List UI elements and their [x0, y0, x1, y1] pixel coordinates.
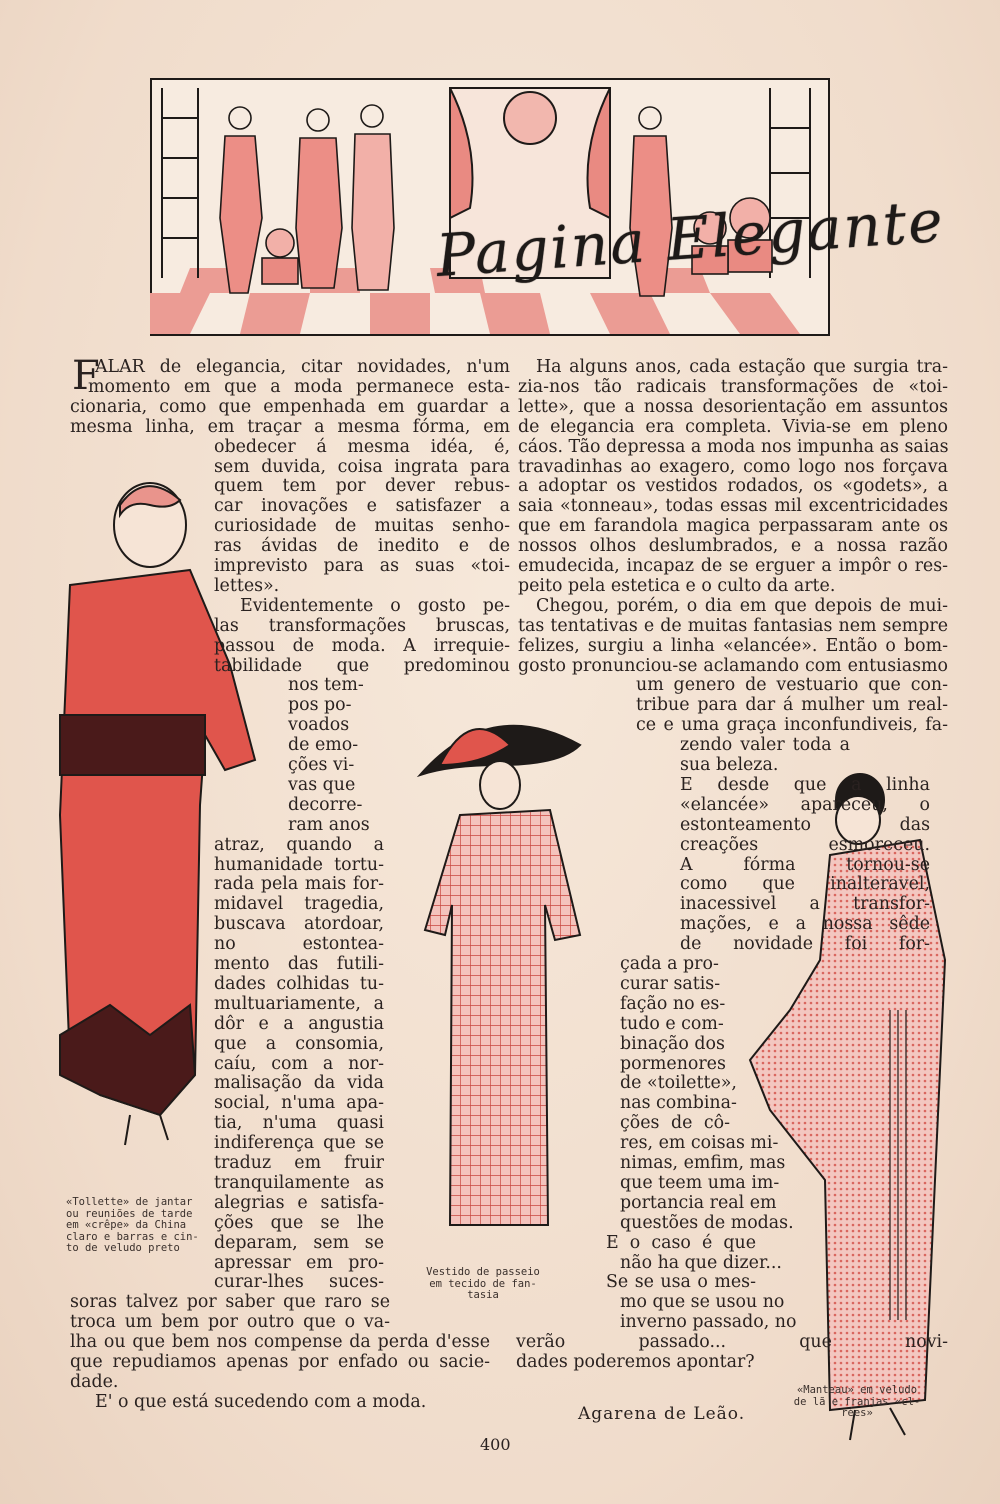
page-title: Pagina Elegante: [434, 186, 947, 290]
article-line: sem duvida, coisa ingrata para: [214, 457, 510, 477]
article-line: çada a pro-: [620, 954, 719, 974]
article-line: E desde que a linha: [680, 775, 930, 795]
article-line: Ha alguns anos, cada estação que surgia tra-: [536, 357, 948, 377]
article-line: decorre-: [288, 795, 363, 815]
article-line: estonteamento das: [680, 815, 930, 835]
article-line: indiferença que se: [214, 1133, 384, 1153]
drop-cap: F: [72, 353, 100, 399]
article-line: atraz, quando a: [214, 835, 384, 855]
article-line: pos po-: [288, 695, 352, 715]
article-line: obedecer á mesma idéa, é,: [214, 437, 510, 457]
article-line: «elancée» apareceu, o: [680, 795, 930, 815]
article-line: que em farandola magica perpassaram ante os: [518, 516, 948, 536]
article-line: social, n'uma apa-: [214, 1093, 384, 1113]
article-line: buscava atordoar,: [214, 914, 384, 934]
article-line: como que inalteravel,: [680, 874, 930, 894]
article-line: zendo valer toda a: [680, 735, 850, 755]
article-line: questões de modas.: [620, 1213, 794, 1233]
article-line: Evidentemente o gosto pe-: [240, 596, 510, 616]
article-line: malisação da vida: [214, 1073, 384, 1093]
article-line: multuariamente, a: [214, 994, 384, 1014]
article-line: tribue para dar á mulher um real-: [636, 695, 948, 715]
article-line: tas tentativas e de muitas fantasias nem sempre: [518, 616, 948, 636]
article-line: no estontea-: [214, 934, 384, 954]
article-line: portancia real em: [620, 1193, 777, 1213]
article-line: troca um bem por outro que o va-: [70, 1312, 390, 1332]
article-line: tabilidade que predominou: [214, 656, 510, 676]
article-line: curar-lhes suces-: [214, 1272, 384, 1292]
article-line: dades poderemos apontar?: [516, 1352, 755, 1372]
article-line: nas combina-: [620, 1093, 737, 1113]
article-line: tia, n'uma quasi: [214, 1113, 384, 1133]
article-line: mento das futili-: [214, 954, 384, 974]
article-line: nimas, emfim, mas: [620, 1153, 786, 1173]
caption-right: «Manteau» em veludo de lã e franjas «cl- rées»: [793, 1384, 921, 1419]
article-line: pormenores: [620, 1054, 726, 1074]
article-line: apressar em pro-: [214, 1253, 384, 1273]
article-line: ram anos: [288, 815, 370, 835]
article-line: alegrias e satisfa-: [214, 1193, 384, 1213]
article-line: deparam, sem se: [214, 1233, 384, 1253]
article-line: las transformações bruscas,: [214, 616, 510, 636]
article-line: nossos olhos deslumbrados, e a nossa razão: [518, 536, 948, 556]
article-line: de elegancia era completa. Vivia-se em pleno: [518, 417, 948, 437]
article-line: verão passado... que novi-: [516, 1332, 948, 1352]
article-line: lha ou que bem nos compense da perda d'esse: [70, 1332, 490, 1352]
article-line: vas que: [288, 775, 356, 795]
article-line: res, em coisas mi-: [620, 1133, 779, 1153]
article-line: momento em que a moda permanece esta-: [88, 377, 510, 397]
article-line: curiosidade de muitas senho-: [214, 516, 510, 536]
article-line: peito pela estetica e o culto da arte.: [518, 576, 836, 596]
article-line: ALAR de elegancia, citar novidades, n'um: [95, 357, 510, 377]
article-line: Se se usa o mes-: [606, 1272, 756, 1292]
article-line: ce e uma graça inconfundiveis, fa-: [636, 715, 948, 735]
article-line: de emo-: [288, 735, 359, 755]
article-line: mo que se usou no: [620, 1292, 785, 1312]
article-line: travadinhas ao exagero, como logo nos forçava: [518, 457, 948, 477]
caption-middle: Vestido de passeio em tecido de fan- tasia: [426, 1266, 540, 1301]
article-line: curar satis-: [620, 974, 721, 994]
author-signature: Agarena de Leão.: [578, 1404, 746, 1424]
article-line: mesma linha, em traçar a mesma fórma, em: [70, 417, 510, 437]
article-line: ções de cô-: [620, 1113, 730, 1133]
article-line: inverno passado, no: [620, 1312, 797, 1332]
article-line: dôr e a angustia: [214, 1014, 384, 1034]
article-line: imprevisto para as suas «toi-: [214, 556, 510, 576]
article-line: felizes, surgiu a linha «elancée». Então o bom-: [518, 636, 948, 656]
article-line: binação dos: [620, 1034, 725, 1054]
article-line: car inovações e satisfazer a: [214, 496, 510, 516]
article-line: Chegou, porém, o dia em que depois de mui-: [536, 596, 948, 616]
article-line: um genero de vestuario que con-: [636, 675, 948, 695]
article-line: humanidade tortu-: [214, 855, 384, 875]
article-line: ções vi-: [288, 755, 355, 775]
article-line: cionaria, como que empenhada em guardar a: [70, 397, 510, 417]
article-line: nos tem-: [288, 675, 364, 695]
article-line: soras talvez por saber que raro se: [70, 1292, 390, 1312]
article-line: que teem uma im-: [620, 1173, 780, 1193]
article-line: voados: [288, 715, 350, 735]
article-line: inacessivel a transfor-: [680, 894, 930, 914]
article-line: zia-nos tão radicais transformações de «toi-: [518, 377, 948, 397]
page-number: 400: [480, 1435, 511, 1454]
article-line: a adoptar os vestidos rodados, os «godets», a: [518, 476, 948, 496]
article-line: emudecida, incapaz de se erguer a impôr o res-: [518, 556, 948, 576]
article-line: mações, e a nossa sêde: [680, 914, 930, 934]
article-line: quem tem por dever rebus-: [214, 476, 510, 496]
article-line: dade.: [70, 1372, 119, 1392]
article-line: E' o que está sucedendo com a moda.: [95, 1392, 427, 1412]
caption-left: «Tollette» de jantar ou reuniões de tarde em «crêpe» da China claro e barras e cin- to de veludo preto: [66, 1196, 199, 1254]
article-line: que repudiamos apenas por enfado ou sacie-: [70, 1352, 490, 1372]
article-line: não ha que dizer...: [620, 1253, 782, 1273]
article-line: midavel tragedia,: [214, 894, 384, 914]
article-line: caíu, com a nor-: [214, 1054, 384, 1074]
article-line: sua beleza.: [680, 755, 779, 775]
article-line: de novidade foi for-: [680, 934, 930, 954]
article-line: passou de moda. A irrequie-: [214, 636, 510, 656]
article-line: que a consomia,: [214, 1034, 384, 1054]
article-line: cáos. Tão depressa a moda nos impunha as saias: [518, 437, 949, 457]
article-line: A fórma tornou-se: [680, 855, 930, 875]
article-line: saia «tonneau», todas essas mil excentricidades: [518, 496, 948, 516]
article-line: lette», que a nossa desorientação em assuntos: [518, 397, 948, 417]
article-line: de «toilette»,: [620, 1073, 737, 1093]
article-line: gosto pronunciou-se aclamando com entusiasmo: [518, 656, 948, 676]
article-line: traduz em fruir: [214, 1153, 384, 1173]
article-line: fação no es-: [620, 994, 726, 1014]
article-line: E o caso é que: [606, 1233, 756, 1253]
article-line: tudo e com-: [620, 1014, 724, 1034]
article-line: lettes».: [214, 576, 280, 596]
article-line: tranquilamente as: [214, 1173, 384, 1193]
article-line: ras ávidas de inedito e de: [214, 536, 510, 556]
article-line: ções que se lhe: [214, 1213, 384, 1233]
article-line: rada pela mais for-: [214, 874, 384, 894]
figure-check-dress: [410, 705, 595, 1240]
article-line: creações esmoreceu.: [680, 835, 930, 855]
article-line: dades colhidas tu-: [214, 974, 384, 994]
